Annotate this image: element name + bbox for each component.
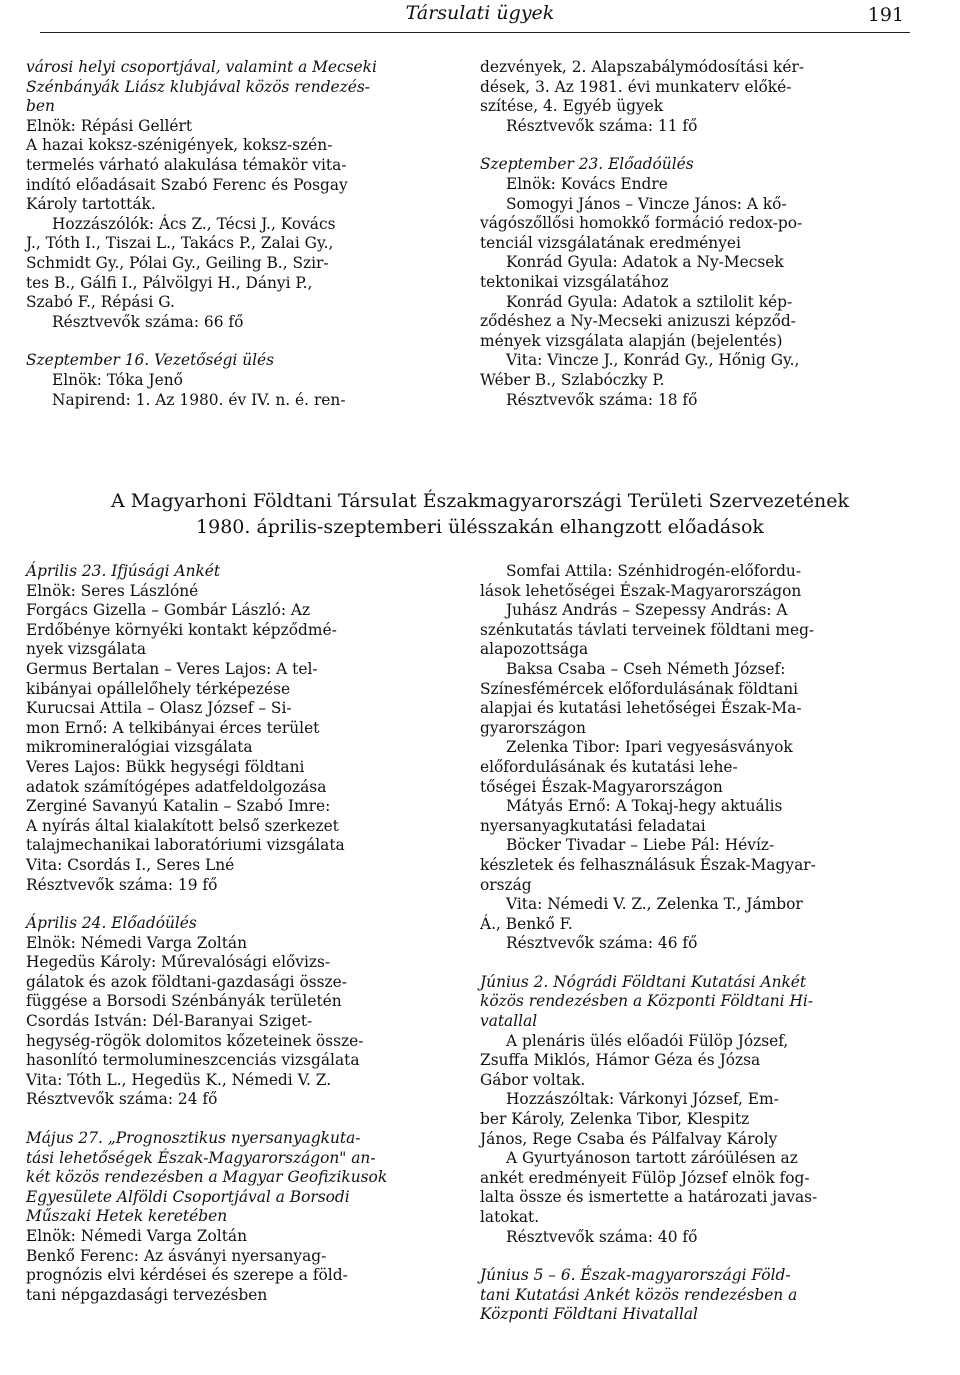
text-line <box>26 1110 456 1129</box>
section-heading-line-1: A Magyarhoni Földtani Társulat Északmagyarországi Területi Szervezetének <box>111 490 849 512</box>
text-line: készletek és felhasználásuk Észak-Magyar- <box>480 855 816 874</box>
text-line: Gábor voltak. <box>480 1070 586 1089</box>
text-line: Zelenka Tibor: Ipari vegyesásványok <box>506 738 793 757</box>
text-line: Műszaki Hetek keretében <box>26 1207 228 1226</box>
text-line: Résztvevők száma: 19 fő <box>26 875 218 894</box>
running-header-title: Társulati ügyek <box>405 2 555 24</box>
text-line: dések, 3. Az 1981. évi munkaterv előké- <box>480 77 792 96</box>
text-line: Mátyás Ernő: A Tokaj-hegy aktuális <box>506 797 783 816</box>
section-heading-line-2: 1980. április-szeptemberi ülésszakán elhangzott előadások <box>196 516 764 538</box>
text-line: Szeptember 16. Vezetőségi ülés <box>26 351 275 370</box>
text-line: Vita: Némedi V. Z., Zelenka T., Jámbor <box>506 895 803 914</box>
text-line: alapozottsága <box>480 640 589 659</box>
text-line <box>480 1247 910 1266</box>
column-top-left <box>26 58 452 410</box>
text-line: Somogyi János – Vincze János: A kő- <box>506 194 787 213</box>
text-line: János, Rege Csaba és Pálfalvay Károly <box>480 1129 778 1148</box>
text-line: ország <box>480 875 532 894</box>
text-line: városi helyi csoportjával, valamint a Mecseki <box>26 58 377 76</box>
text-line: Résztvevők száma: 40 fő <box>506 1227 698 1246</box>
column-bottom-left <box>26 562 456 1305</box>
text-line: A plenáris ülés előadói Fülöp József, <box>506 1031 789 1050</box>
text-line: ber Károly, Zelenka Tibor, Klespitz <box>480 1110 750 1129</box>
text-line: Elnök: Tóka Jenő <box>52 370 183 389</box>
text-line: Somfai Attila: Szénhidrogén-előfordu- <box>506 562 802 580</box>
text-line: Baksa Csaba – Cseh Németh József: <box>506 659 786 678</box>
text-line: Június 5 – 6. Észak-magyarországi Föld- <box>480 1266 791 1285</box>
text-line: gálatok és azok földtani-gazdasági össze- <box>26 972 347 991</box>
text-line <box>480 136 906 155</box>
text-line: tási lehetőségek Észak-Magyarországon" an- <box>26 1148 376 1167</box>
text-line: Résztvevők száma: 24 fő <box>26 1090 218 1109</box>
text-line: Zsuffa Miklós, Hámor Géza és Józsa <box>480 1051 761 1070</box>
text-line: Konrád Gyula: Adatok a Ny-Mecsek <box>506 253 784 272</box>
text-line: ankét eredményeit Fülöp József elnök fog- <box>480 1168 810 1187</box>
text-line: Elnök: Répási Gellért <box>26 116 193 135</box>
text-line: tőségei Észak-Magyarországon <box>480 777 723 796</box>
text-line: prognózis elvi kérdései és szerepe a föld- <box>26 1266 348 1285</box>
text-line: Vita: Vincze J., Konrád Gy., Hőnig Gy., <box>506 351 800 370</box>
text-line: Hegedüs Károly: Műrevalósági elővizs- <box>26 953 331 972</box>
text-line: Április 23. Ifjúsági Ankét <box>26 562 221 580</box>
text-line: Hozzászóltak: Várkonyi József, Em- <box>506 1090 779 1109</box>
text-line: A nyírás által kialakított belső szerkezet <box>26 816 339 835</box>
text-line <box>26 895 456 914</box>
text-line <box>26 332 452 351</box>
text-line: két közös rendezésben a Magyar Geofizikusok <box>26 1168 388 1187</box>
text-line: nyek vizsgálata <box>26 640 147 659</box>
text-line: Zerginé Savanyú Katalin – Szabó Imre: <box>26 797 331 816</box>
text-line: Károly tartották. <box>26 195 156 214</box>
text-line: Szénbányák Liász klubjával közös rendezés- <box>26 77 370 96</box>
text-line: Erdőbénye környéki kontakt képződmé- <box>26 620 337 639</box>
text-line: tenciál vizsgálatának eredményei <box>480 233 741 252</box>
text-line: szítése, 4. Egyéb ügyek <box>480 97 664 116</box>
text-line: Szeptember 23. Előadóülés <box>480 155 694 174</box>
text-line: Konrád Gyula: Adatok a sztilolit kép- <box>506 292 793 311</box>
column-top-right <box>480 58 906 410</box>
text-line: Szabó F., Répási G. <box>26 293 175 312</box>
text-line: A Gyurtyánoson tartott záróülésen az <box>506 1149 798 1168</box>
text-line: tani Kutatási Ankét közös rendezésben a <box>480 1285 798 1304</box>
text-line: Résztvevők száma: 66 fő <box>52 312 244 331</box>
text-line: függése a Borsodi Szénbányák területén <box>26 992 342 1011</box>
text-line: adatok számítógépes adatfeldolgozása <box>26 777 327 796</box>
text-line: vágószőllősi homokkő formáció redox-po- <box>480 214 803 233</box>
text-line: hasonlító termolumineszcenciás vizsgálata <box>26 1051 360 1070</box>
text-line: Kurucsai Attila – Olasz József – Si- <box>26 699 292 718</box>
text-line: gyarországon <box>480 718 586 737</box>
text-line: Böcker Tivadar – Liebe Pál: Hévíz- <box>506 836 775 855</box>
text-line: ben <box>26 97 55 116</box>
text-line: mények vizsgálata alapján (bejelentés) <box>480 331 783 350</box>
text-line <box>480 954 910 973</box>
text-line: Wéber B., Szlabóczky P. <box>480 370 665 389</box>
text-line: talajmechanikai laboratóriumi vizsgálata <box>26 836 345 855</box>
text-line: Elnök: Némedi Varga Zoltán <box>26 933 247 952</box>
text-line: ződéshez a Ny-Mecseki anizuszi képződ- <box>480 312 796 331</box>
text-line: indító előadásait Szabó Ferenc és Posgay <box>26 175 348 194</box>
text-line: Elnök: Kovács Endre <box>506 174 668 193</box>
text-line: Résztvevők száma: 11 fő <box>506 116 698 135</box>
text-line: tes B., Gálfi I., Pálvölgyi H., Dányi P., <box>26 273 313 292</box>
text-line: lások lehetőségei Észak-Magyarországon <box>480 581 802 600</box>
text-line: közös rendezésben a Központi Földtani Hi- <box>480 992 814 1011</box>
text-line: Vita: Tóth L., Hegedüs K., Némedi V. Z. <box>26 1070 332 1089</box>
text-line: Forgács Gizella – Gombár László: Az <box>26 601 311 620</box>
column-bottom-right <box>480 562 910 1325</box>
text-line: nyersanyagkutatási feladatai <box>480 816 706 835</box>
text-line: Vita: Csordás I., Seres Lné <box>26 855 235 874</box>
text-line: Elnök: Némedi Varga Zoltán <box>26 1227 247 1245</box>
text-line: vatallal <box>480 1012 538 1031</box>
text-line: Április 24. Előadóülés <box>26 914 197 933</box>
text-line: termelés várható alakulása témakör vita- <box>26 155 347 174</box>
text-line: Benkő Ferenc: Az ásványi nyersanyag- <box>26 1246 327 1265</box>
text-line: Schmidt Gy., Pólai Gy., Geiling B., Szir- <box>26 253 329 272</box>
text-line: Színesfémércek előfordulásának földtani <box>480 679 799 698</box>
text-line: előfordulásának és kutatási lehe- <box>480 757 738 776</box>
text-line: mon Ernő: A telkibányai érces terület <box>26 718 320 737</box>
text-line: kibányai opállelőhely térképezése <box>26 679 291 698</box>
text-line: Május 27. „Prognosztikus nyersanyagkuta- <box>26 1129 361 1148</box>
text-line: szénkutatás távlati terveinek földtani meg- <box>480 620 815 639</box>
text-line: Napirend: 1. Az 1980. év IV. n. é. ren- <box>52 390 346 409</box>
text-line: hegység-rögök dolomitos kőzeteinek össze- <box>26 1031 364 1050</box>
text-line: J., Tóth I., Tiszai L., Takács P., Zalai Gy., <box>26 234 334 253</box>
text-line: tektonikai vizsgálatához <box>480 272 669 291</box>
text-line: tani népgazdasági tervezésben <box>26 1285 268 1304</box>
text-line: Június 2. Nógrádi Földtani Kutatási Ankét <box>480 972 807 991</box>
text-line: mikromineralógiai vizsgálata <box>26 738 253 757</box>
text-line: Csordás István: Dél-Baranyai Sziget- <box>26 1012 313 1031</box>
text-line: Központi Földtani Hivatallal <box>480 1305 698 1324</box>
section-heading <box>0 488 960 540</box>
text-line: Egyesülete Alföldi Csoportjával a Borsodi <box>26 1187 350 1206</box>
text-line: Germus Bertalan – Veres Lajos: A tel- <box>26 659 318 678</box>
text-line: Juhász András – Szepessy András: A <box>506 601 788 620</box>
text-line: A hazai koksz-szénigények, koksz-szén- <box>26 136 333 155</box>
text-line: lalta össze és ismertette a határozati javas- <box>480 1188 818 1207</box>
text-line: Á., Benkő F. <box>480 914 573 933</box>
text-line: Résztvevők száma: 18 fő <box>506 390 698 409</box>
text-line: dezvények, 2. Alapszabálymódosítási kér- <box>480 58 805 76</box>
text-line: Veres Lajos: Bükk hegységi földtani <box>26 757 305 776</box>
text-line: Résztvevők száma: 46 fő <box>506 934 698 953</box>
header-rule <box>40 32 910 33</box>
text-line: Elnök: Seres Lászlóné <box>26 581 199 600</box>
text-line: Hozzászólók: Ács Z., Técsi J., Kovács <box>52 214 336 233</box>
text-line: alapjai és kutatási lehetőségei Észak-Ma- <box>480 699 802 718</box>
text-line: latokat. <box>480 1208 540 1226</box>
page-number: 191 <box>867 4 904 26</box>
